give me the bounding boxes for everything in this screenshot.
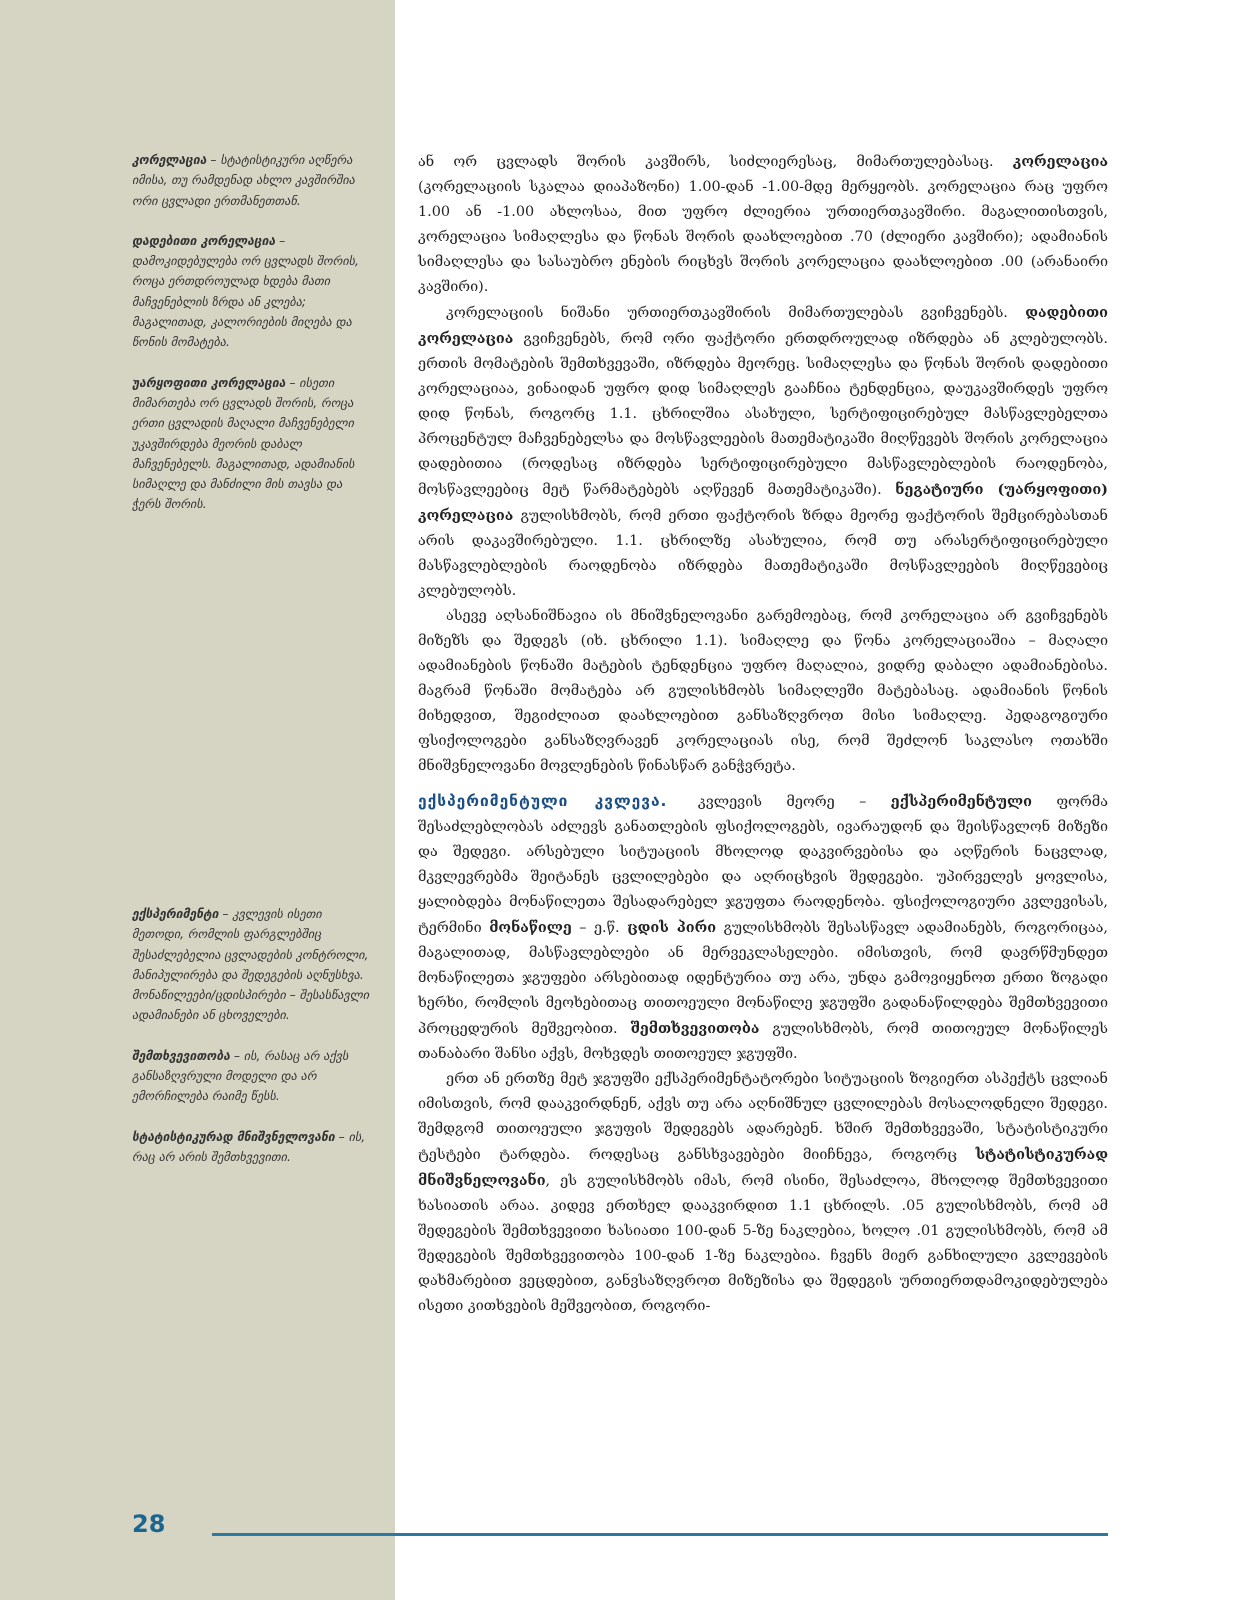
glossary-entry <box>132 1127 370 1168</box>
text-run: კვლევის მეორე – <box>673 794 891 810</box>
glossary-term: სტატისტიკურად მნიშვნელოვანი <box>132 1129 335 1144</box>
glossary-term: შემთხვევითობა <box>132 1048 230 1063</box>
text-run: – ე.წ. <box>571 920 628 936</box>
glossary-entry <box>132 904 370 1026</box>
key-term: დადებითი კორელაცია <box>418 304 1108 347</box>
glossary-entry <box>132 150 370 211</box>
key-term: ნეგატიური (უარყოფითი) კორელაცია <box>418 481 1108 524</box>
key-term: ექსპერიმენტული <box>890 793 1032 810</box>
text-run: გვიჩვენებს, რომ ორი ფაქტორი ერთდროულად იზრდება ან კლებულობს. ერთის მომატების შემთხვევაში, იზრდება მეორეც. სიმაღლესა და წონას შორის დადებითი კორელაციაა, ვინაიდან უფრო დიდ სიმაღლეს გააჩნია ტენდენცია, დაუკავშირდეს უფრო დიდ წონას, როგორც 1.1. ცხრილშია ასახული, სერტიფიცირებულ მასწავლებელთა პროცენტულ მაჩვენებელსა და მოსწავლეების მათემატიკაში მიღწევებს შორის კორელაცია დადებითია (როდესაც იზრდება სერტიფიცირებული მასწავლებლების რაოდენობა, მოსწავლეებიც მეტ წარმატებებს აღწევენ მათემატიკაში). <box>418 331 1108 498</box>
glossary-term: უარყოფითი კორელაცია <box>132 375 286 390</box>
paragraph-2 <box>418 300 1108 604</box>
text-run: გულისხმობს შესასწავლ ადამიანებს, როგორიცაა, მაგალითად, მასწავლებლები ან მერვეკლასელები. იმისთვის, რომ დავრწმუნდეთ მონაწილეთა ჯგუფები არსებითად იდენტურია თუ არა, უნდა გამოვიყენოთ ერთი ზოგადი ხერხი, რომლის მეოხებითაც თითოეული მონაწილე ჯგუფში გადანაწილდება შემთხვევითი პროცედურის მეშვეობით. <box>418 920 1108 1037</box>
key-term: კორელაცია <box>1012 153 1108 170</box>
main-text <box>418 149 1108 1319</box>
paragraph-4 <box>418 789 1108 1067</box>
paragraph-3: ასევე აღსანიშნავია ის მნიშვნელოვანი გარემოებაც, რომ კორელაცია არ გვიჩვენებს მიზეზს და შედეგს (იხ. ცხრილი 1.1). სიმაღლე და წონა კორელაციაშია – მაღალი ადამიანების წონაში მატების ტენდენცია უფრო მაღალია, ვიდრე დაბალი ადამიანებისა. მაგრამ წონაში მომატება არ გულისხმობს სიმაღლეში მატებასაც. ადამიანის წონის მიხედვით, შეგიძლიათ დაახლოებით განსაზღვროთ მისი სიმაღლე. პედაგოგიური ფსიქოლოგები განსაზღვრავენ კორელაციას ისე, რომ შეძლონ საკლასო ოთახში მნიშვნელოვანი მოვლენების წინასწარ განჭვრეტა. <box>418 608 1108 774</box>
text-run: ერთ ან ერთზე მეტ ჯგუფში ექსპერიმენტატორები სიტუაციის ზოგიერთ ასპექტს ცვლიან იმისთვის, რომ დააკვირდნენ, აქვს თუ არა აღნიშნულ ცვლილებას მოსალოდნელი შედეგი. შემდგომ თითოეული ჯგუფის შედეგებს ადარებენ. ხშირ შემთხვევაში, სტატისტიკური ტესტები ტარდება. როდესაც განსხვავებები მიიჩნევა, როგორც <box>418 1071 1108 1163</box>
glossary-term: ექსპერიმენტი <box>132 907 219 921</box>
text-run: კორელაციის ნიშანი ურთიერთკავშირის მიმართულებას გვიჩვენებს. <box>446 305 1026 321</box>
glossary-definition: – ის, რაც არ არის შემთხვევითი. <box>132 1129 366 1164</box>
key-term: ცდის პირი <box>627 919 717 936</box>
glossary-definition: – სტატისტიკური აღწერა იმისა, თუ რამდენად ახლო კავშირშია ორი ცვლადი ერთმანეთთან. <box>132 153 355 208</box>
glossary-group-experiment <box>132 904 370 1187</box>
glossary-definition: – ისეთი მიმართება ორ ცვლადს შორის, როცა ერთი ცვლადის მაღალი მაჩვენებელი უკავშირდება მეორის დაბალ მაჩვენებელს. მაგალითად, ადამიანის სიმაღლე და მანძილი მის თავსა და ჭერს შორის. <box>132 375 355 512</box>
text-run: (კორელაციის სკალაა დიაპაზონი) 1.00-დან -1.00-მდე მერყეობს. კორელაცია რაც უფრო 1.00 ან -1.00 ახლოსაა, მით უფრო ძლიერია ურთიერთკავშირი. მაგალითისთვის, კორელაცია სიმაღლესა და წონას შორის დაახლოებით .70 (ძლიერი კავშირი); ადამიანის სიმაღლესა და სასაუბრო ენების რიცხვს შორის კორელაცია დაახლოებით .00 (არანაირი კავშირი). <box>418 179 1108 295</box>
text-run: , ეს გულისხმობს იმას, რომ ისინი, შესაძლოა, მხოლოდ შემთხვევითი ხასიათის არაა. კიდევ ერთხელ დააკვირდით 1.1 ცხრილს. .05 გულისხმობს, რომ ამ შედეგების შემთხვევითი ხასიათი 100-დან 5-ზე ნაკლებია, ხოლო .01 გულისხმობს, რომ ამ შედეგების შემთხვევითობა 100-დან 1-ზე ნაკლებია. ჩვენს მიერ განხილული კვლევების დახმარებით ვეცდებით, განვსაზღვროთ მიზეზისა და შედეგის ურთიერთდამოკიდებულება ისეთი კითხვების მეშვეობით, როგორი- <box>418 1173 1108 1314</box>
paragraph-1 <box>418 149 1108 300</box>
key-term: სტატისტიკურად მნიშვნელოვანი <box>418 1146 1108 1189</box>
key-term: მონაწილე <box>489 919 572 936</box>
footer-rule <box>212 1533 1108 1536</box>
glossary-definition: – კვლევის ისეთი მეთოდი, რომლის ფარგლებშიც შესაძლებელია ცვლადების კონტროლი, მანიპულირება და შედეგების აღნუსხვა. მონაწილეები/ცდისპირები – შესასწავლი ადამიანები ან ცხოველები. <box>132 907 370 1023</box>
glossary-term: დადებითი კორელაცია <box>132 233 276 248</box>
text-run: გულისხმობს, რომ თითოეულ მონაწილეს თანაბარი შანსი აქვს, მოხვდეს თითოეულ ჯგუფში. <box>418 1021 1108 1062</box>
glossary-definition: – ის, რასაც არ აქვს განსაზღვრული მოდელი და არ ემორჩილება რაიმე წესს. <box>132 1048 349 1104</box>
glossary-term: კორელაცია <box>132 153 207 167</box>
glossary-group-correlation <box>132 150 370 535</box>
section-heading: ექსპერიმენტული კვლევა. <box>418 792 668 810</box>
glossary-definition: – დამოკიდებულება ორ ცვლადს შორის, როცა ერთდროულად ხდება მათი მაჩვენებლის ზრდა ან კლება; მაგალითად, კალორიების მიღება და წონის მომატება. <box>132 233 359 350</box>
page-number: 28 <box>132 1510 166 1538</box>
glossary-entry <box>132 231 370 353</box>
glossary-entry <box>132 1046 370 1107</box>
paragraph-5 <box>418 1067 1108 1319</box>
text-run: ფორმა შესაძლებლობას აძლევს განათლების ფსიქოლოგებს, ივარაუდონ და შეისწავლონ მიზეზი და შედეგი. არსებული სიტუაციის მხოლოდ დაკვირვებისა და აღწერის ნაცვლად, მკვლევრებმა შეიტანეს ცვლილებები და აღრიცხვის შედეგები. უპირველეს ყოვლისა, ყალიბდება მონაწილეთა შესადარებელ ჯგუფთა რაოდენობა. ფსიქოლოგიური კვლევისას, ტერმინი <box>418 794 1109 936</box>
key-term: შემთხვევითობა <box>630 1020 760 1037</box>
text-run: გულისხმობს, რომ ერთი ფაქტორის ზრდა მეორე ფაქტორის შემცირებასთან არის დაკავშირებული. 1.1. ცხრილზე ასახულია, რომ თუ არასერტიფიცირებული მასწავლებლების რაოდენობა იზრდება მათემატიკაში მოსწავლეების მიღწევებიც კლებულობს. <box>418 508 1108 599</box>
text-run: ან ორ ცვლადს შორის კავშირს, სიძლიერესაც, მიმართულებასაც. <box>418 154 1013 170</box>
glossary-entry <box>132 373 370 515</box>
